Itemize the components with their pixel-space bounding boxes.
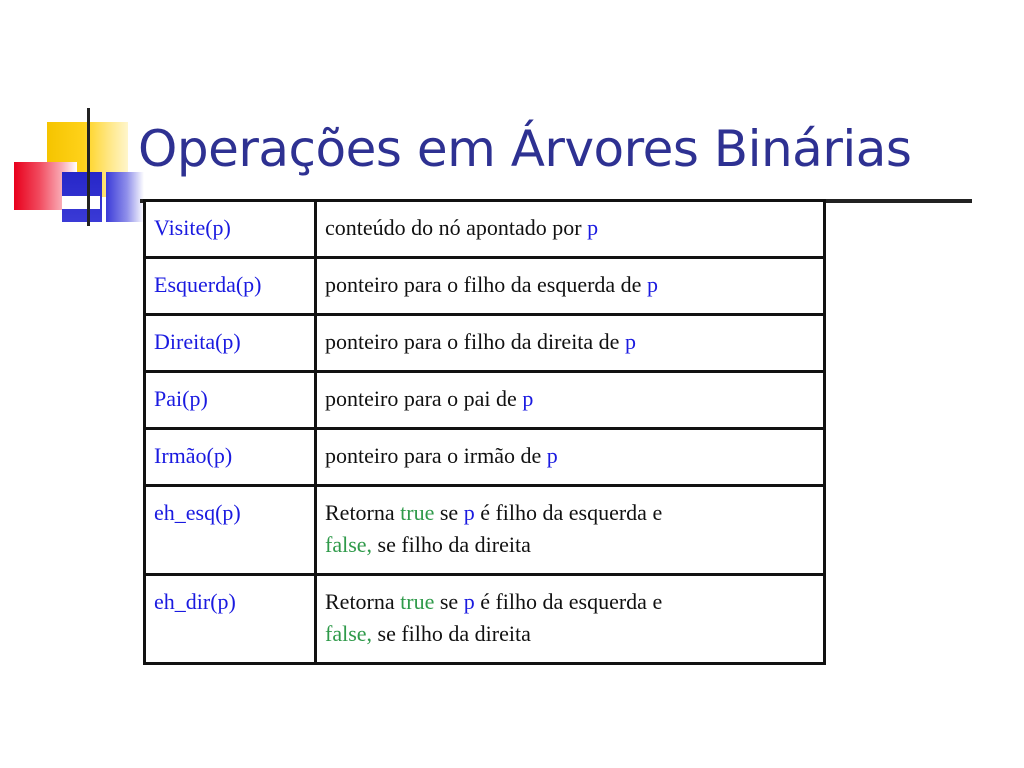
param-p: p — [546, 443, 558, 468]
operation-name: Pai(p) — [145, 372, 316, 429]
description-text: Retorna — [325, 589, 401, 614]
description-text: ponteiro para o irmão de — [325, 443, 547, 468]
description-text: se — [434, 500, 464, 525]
description-text: Retorna — [325, 500, 401, 525]
description-text: se filho da direita — [372, 621, 531, 646]
operations-table — [143, 199, 826, 665]
table-row — [145, 372, 825, 429]
operation-name: Visite(p) — [145, 201, 316, 258]
description-text: conteúdo do nó apontado por — [325, 215, 588, 240]
keyword-true: true — [400, 500, 435, 525]
table-row — [145, 486, 825, 575]
param-p: p — [646, 272, 658, 297]
operation-name: Irmão(p) — [145, 429, 316, 486]
description-text: ponteiro para o filho da esquerda de — [325, 272, 647, 297]
logo-vertical-line — [87, 108, 90, 226]
param-p: p — [624, 329, 636, 354]
table-row — [145, 201, 825, 258]
description-text: é filho da esquerda e — [474, 589, 663, 614]
operation-description — [316, 372, 825, 429]
param-p: p — [463, 589, 475, 614]
table-row — [145, 429, 825, 486]
description-text: se — [434, 589, 464, 614]
operation-description — [316, 315, 825, 372]
operation-name: eh_esq(p) — [145, 486, 316, 575]
table-row — [145, 575, 825, 664]
operation-description — [316, 486, 825, 575]
operation-description — [316, 258, 825, 315]
param-p: p — [463, 500, 475, 525]
operation-name: eh_dir(p) — [145, 575, 316, 664]
logo-white-gap — [62, 196, 100, 209]
table-row — [145, 315, 825, 372]
operation-description — [316, 429, 825, 486]
param-p: p — [587, 215, 599, 240]
operation-name: Direita(p) — [145, 315, 316, 372]
keyword-false: false, — [325, 532, 373, 557]
operation-description — [316, 201, 825, 258]
keyword-false: false, — [325, 621, 373, 646]
description-text: ponteiro para o pai de — [325, 386, 523, 411]
param-p: p — [522, 386, 534, 411]
description-text: é filho da esquerda e — [474, 500, 663, 525]
slide-title: Operações em Árvores Binárias — [138, 120, 912, 178]
description-text: ponteiro para o filho da direita de — [325, 329, 625, 354]
description-text: se filho da direita — [372, 532, 531, 557]
operation-description — [316, 575, 825, 664]
operation-name: Esquerda(p) — [145, 258, 316, 315]
keyword-true: true — [400, 589, 435, 614]
table-row — [145, 258, 825, 315]
logo-blue-gradient-square — [106, 172, 144, 222]
